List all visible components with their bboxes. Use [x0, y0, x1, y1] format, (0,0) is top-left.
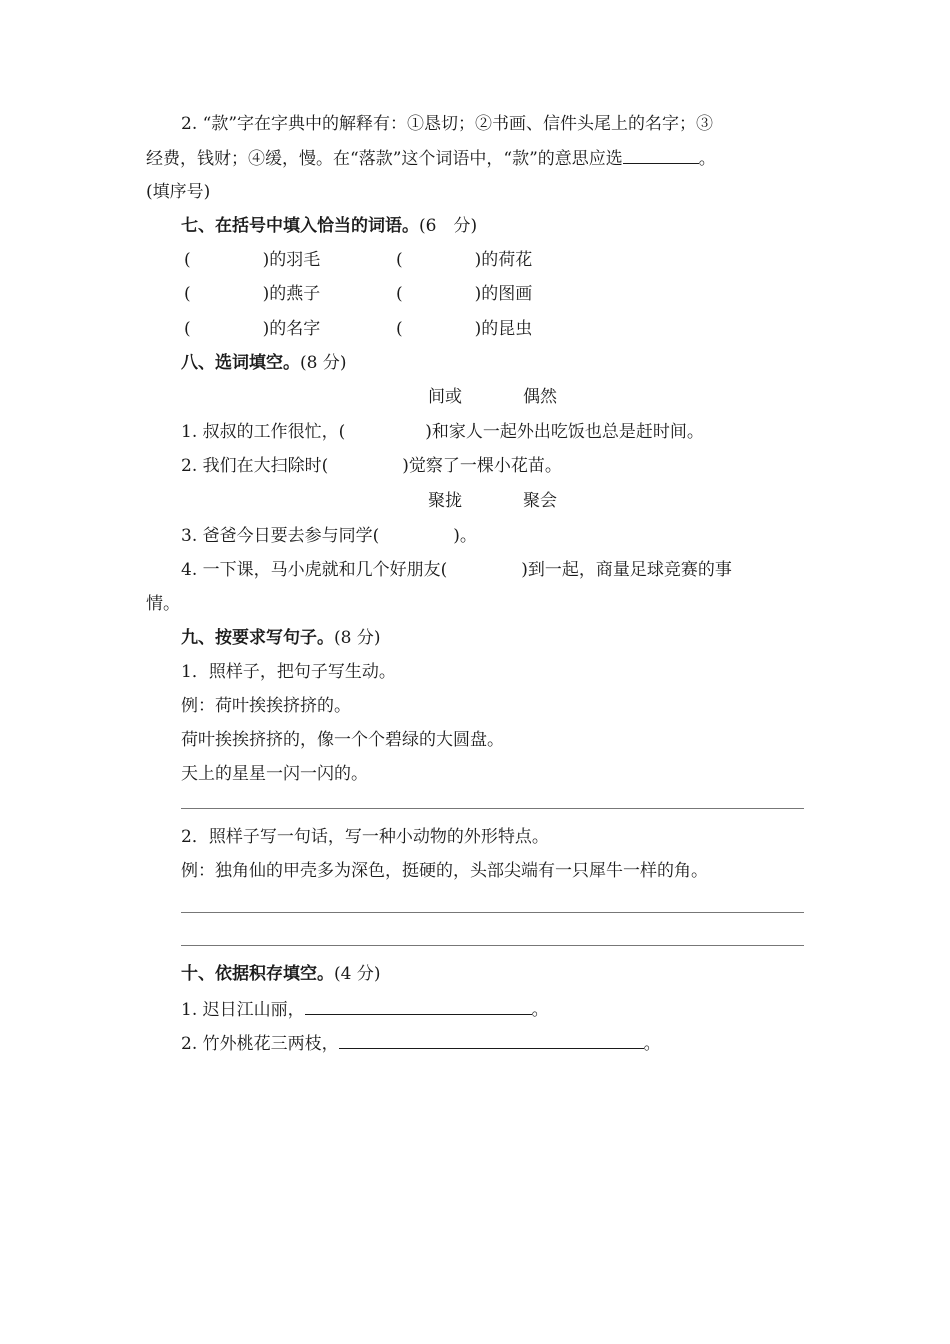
- s9-item2: 2．照样子写一句话，写一种小动物的外形特点。: [181, 827, 549, 847]
- word-choice-1b: 偶然: [523, 387, 557, 407]
- s9-example2: 例：独角仙的甲壳多为深色，挺硬的，头部尖端有一只犀牛一样的角。: [181, 861, 708, 881]
- answer-blank[interactable]: [623, 147, 699, 164]
- answer-line[interactable]: [181, 945, 804, 946]
- section-8-heading: 八、选词填空。(8 分): [181, 353, 347, 373]
- answer-blank[interactable]: [339, 1032, 644, 1049]
- fill-row-2-right[interactable]: ( )的图画: [396, 284, 533, 304]
- fill-row-3-right[interactable]: ( )的昆虫: [396, 319, 533, 339]
- word-choice-2b: 聚会: [523, 491, 557, 511]
- section-10-heading: 十、依据积存填空。(4 分): [181, 964, 381, 984]
- s9-item1: 1．照样子，把句子写生动。: [181, 662, 396, 682]
- s8-q4-continued: 情。: [146, 594, 180, 614]
- s9-task1: 天上的星星一闪一闪的。: [181, 764, 368, 784]
- s8-q2: 2. 我们在大扫除时( )觉察了一棵小花苗。: [181, 456, 562, 476]
- fill-row-3-left[interactable]: ( )的名字: [184, 319, 321, 339]
- s10-q2: 2. 竹外桃花三两枝， 。: [181, 1034, 661, 1054]
- section-9-heading: 九、按要求写句子。(8 分): [181, 628, 381, 648]
- fill-row-2-left[interactable]: ( )的燕子: [184, 284, 321, 304]
- word-choice-2a: 聚拢: [428, 491, 462, 511]
- s8-q1: 1. 叔叔的工作很忙，( )和家人一起外出吃饭也总是赶时间。: [181, 422, 704, 442]
- q6-2-line1: 2. “款”字在字典中的解释有：①恳切；②书画、信件头尾上的名字；③: [181, 114, 714, 134]
- s10-q1: 1. 迟日江山丽， 。: [181, 1000, 549, 1020]
- fill-row-1-left[interactable]: ( )的羽毛: [184, 250, 321, 270]
- s9-example1: 例：荷叶挨挨挤挤的。: [181, 696, 351, 716]
- answer-blank[interactable]: [305, 998, 532, 1015]
- q6-2-line2: 经费，钱财；④缓，慢。在“落款”这个词语中，“款”的意思应选 。: [146, 149, 716, 169]
- q6-2-line3: (填序号): [146, 182, 211, 202]
- answer-line[interactable]: [181, 912, 804, 913]
- fill-row-1-right[interactable]: ( )的荷花: [396, 250, 533, 270]
- s8-q4: 4. 一下课，马小虎就和几个好朋友( )到一起，商量足球竞赛的事: [181, 560, 732, 580]
- word-choice-1a: 间或: [428, 387, 462, 407]
- s8-q3: 3. 爸爸今日要去参与同学( )。: [181, 526, 477, 546]
- s9-example1b: 荷叶挨挨挤挤的，像一个个碧绿的大圆盘。: [181, 730, 504, 750]
- answer-line[interactable]: [181, 808, 804, 809]
- section-7-heading: 七、在括号中填入恰当的词语。(6 分): [181, 216, 478, 236]
